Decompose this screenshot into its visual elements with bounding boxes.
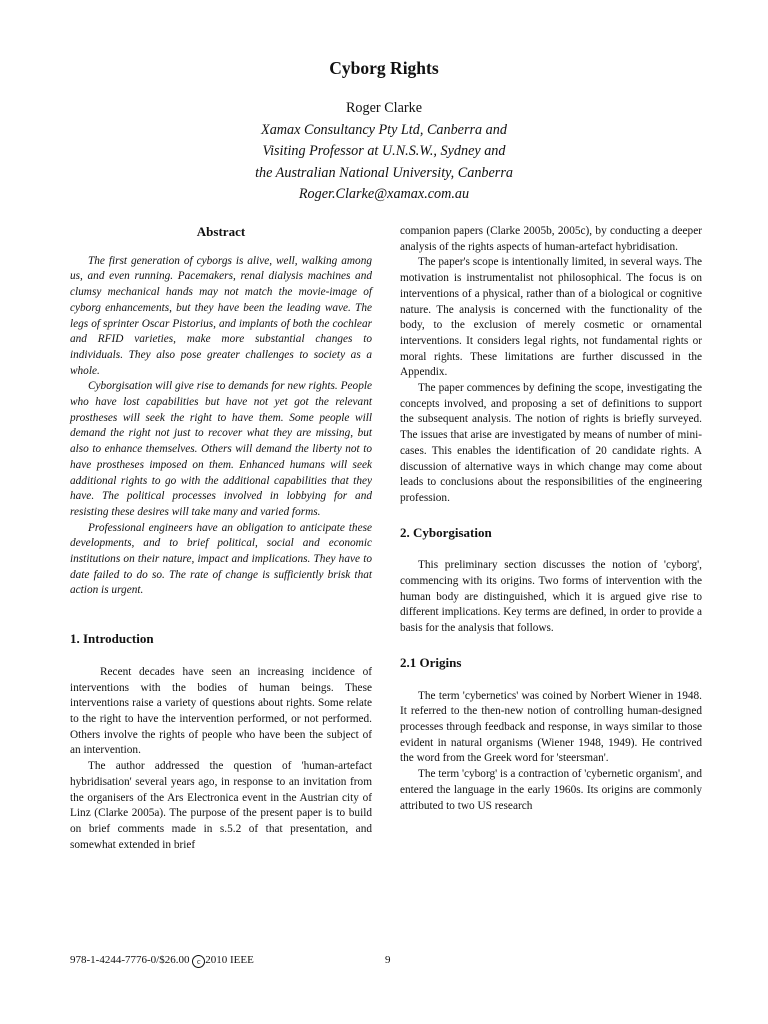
- affiliation-line: Visiting Professor at U.N.S.W., Sydney and: [262, 143, 506, 159]
- copyright-line: [70, 954, 254, 968]
- left-column: [70, 224, 372, 853]
- abstract-paragraph: Professional engineers have an obligation to anticipate these developments, and to brief political, social and economic institutions on their nature, impact and implications. They have to date failed to do so. The rate of change is sufficiently brisk that action is urgent.: [70, 521, 372, 597]
- affiliation-line: the Australian National University, Canberra: [255, 164, 513, 181]
- body-paragraph: companion papers (Clarke 2005b, 2005c), by conducting a deeper analysis of the rights aspects of human-artefact hybridisation.: [400, 225, 702, 253]
- author-name: Roger Clarke: [345, 100, 423, 116]
- body-paragraph: The term 'cybernetics' was coined by Norbert Wiener in 1948. It referred to the then-new notion of controlling human-designed processes through feedback and response, in ways similar to those evident in natural organisms (Wiener 1948, 1949). He contrived the word from the Greek word for 'steersman'.: [400, 689, 702, 765]
- copyright-text: 2010 IEEE: [205, 954, 254, 966]
- isbn-price: 978-1-4244-7776-0/$26.00: [70, 954, 193, 966]
- copyright-symbol-letter: c: [196, 957, 201, 966]
- section-heading-cyborgisation: 2. Cyborgisation: [400, 524, 492, 540]
- body-paragraph: Recent decades have seen an increasing incidence of interventions with the bodies of human beings. These interventions raise a variety of questions about rights. Some relate to the right to have the intervention performed, or not performed. Others involve the rights of people who have been the subject of an intervention.: [70, 665, 372, 757]
- right-column: [400, 224, 702, 814]
- body-paragraph: The paper's scope is intentionally limited, in several ways. The motivation is instrumentalist not philosophical. The focus is on interventions of a physical, rather than of a biological or cognitive nature. The analysis is concerned with the functionality of the body, to the exclusion of merely cosmetic or ornamental interventions. It considers legal rights, not fundamental rights or moral rights. These limitations are further discussed in the Appendix.: [400, 256, 702, 379]
- section-heading-introduction: 1. Introduction: [70, 631, 154, 647]
- copyright-symbol: [192, 955, 205, 968]
- body-paragraph: The author addressed the question of 'human-artefact hybridisation' several years ago, in response to an invitation from the organisers of the Ars Electronica event in the Austrian city of Linz (Clarke 2005a). The purpose of the present paper is to build on brief comments made in s.5.2 of that presentation, and somewhat extended in brief: [70, 760, 372, 851]
- section-heading-origins: 2.1 Origins: [400, 654, 462, 670]
- body-paragraph: The term 'cyborg' is a contraction of 'cybernetic organism', and entered the language in the early 1960s. Its origins are commonly attributed to two US research: [400, 768, 702, 812]
- byline: [0, 98, 768, 206]
- author-email: Roger.Clarke@xamax.com.au: [298, 186, 470, 202]
- abstract-heading: Abstract: [196, 224, 246, 239]
- page-number: 9: [385, 954, 391, 966]
- body-paragraph: The paper commences by defining the scope, investigating the concepts involved, and proposing a set of definitions to support the subsequent analysis. The notion of rights is briefly surveyed. The issues that arise are investigated by means of number of mini-cases. This enables the identification of 20 candidate rights. A discussion of alternative ways in which change may come about leads to conclusions about the responsibilities of the engineering profession.: [400, 382, 702, 504]
- body-paragraph: This preliminary section discusses the notion of 'cyborg', commencing with its origins. Two forms of intervention with the human body are distinguished, which it is argued give rise to different implications. Key terms are defined, in order to provide a basis for the analysis that follows.: [400, 559, 702, 635]
- abstract-paragraph: Cyborgisation will give rise to demands for new rights. People who have lost capabilities but have not yet got the relevant prostheses will seek the right to have them. Some people will demand the right not just to recover what they are missing, but also to enhance themselves. Others will demand the liberty not to have prostheses imposed on them. Enhanced humans will seek additional rights to go with the additional capabilities that they have. The political processes involved in lobbying for and resisting these desires will take many and varied forms.: [70, 380, 372, 518]
- affiliation-line: Xamax Consultancy Pty Ltd, Canberra and: [261, 121, 507, 138]
- abstract: [70, 224, 372, 599]
- abstract-paragraph: The first generation of cyborgs is alive, well, walking among us, and even running. Pacemakers, renal dialysis machines and clumsy mechanical hands may not match the movie-image of cyborg enhancements, but they have been the leading wave. The legs of sprinter Oscar Pistorius, and implants of both the cochlear and RFID varieties, make more substantial changes to individuals. They also pose greater challenges to society as a whole.: [70, 254, 372, 377]
- paper-title: Cyborg Rights: [329, 58, 439, 78]
